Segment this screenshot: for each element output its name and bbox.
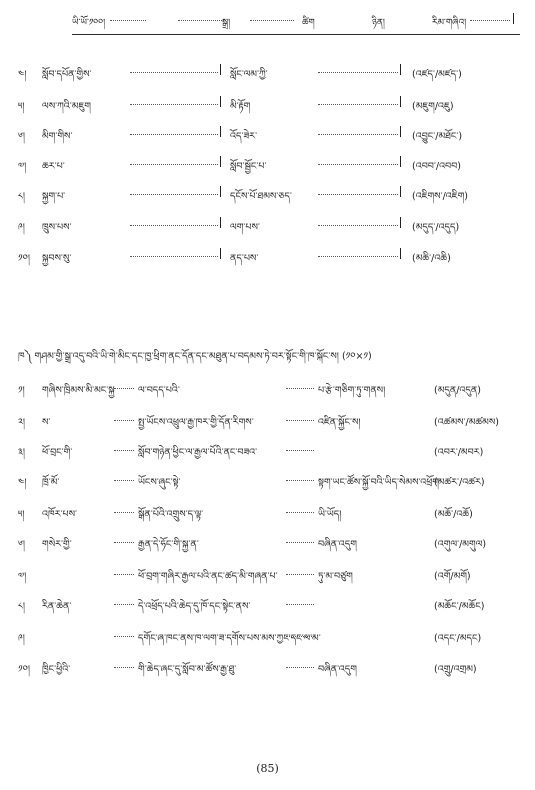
blank-line <box>114 450 134 451</box>
blank-line <box>318 72 398 73</box>
answer-options: (འབྱུང་/མཐོང་) <box>412 131 463 142</box>
answer-options: (འཛད་/མཛད་) <box>412 69 462 80</box>
header-col-3: ཚིག <box>302 18 315 28</box>
blank-line <box>130 256 218 257</box>
header-col-1: ཡི་ཡོ་༡༠༠། <box>72 18 106 28</box>
blank-line <box>114 574 134 575</box>
item-number: ༦། <box>18 131 26 142</box>
page-number: (85) <box>256 762 279 775</box>
blank-line <box>130 194 218 195</box>
header-dots <box>178 20 226 21</box>
prompt-word: ནད་པས་ <box>230 253 259 264</box>
sentence-middle: ཕོ་བྲག་གཞིར་རྒྱལ་པའི་ནང་ཚད་མི་གཞན་པ་ <box>138 571 278 582</box>
section-title: ཁ༽ གཤམ་གྱི་སྒྲ་འདུ་བའི་ཡི་གེ་མིང་དང་ཁྱ་ཕྲིག་ནང་དོན་དང་མཐུན་པ་བདམས་ཏེ་བར་སྟོང་གི་ཁ་སྐོང་ས། (༡༠×༡) <box>18 351 372 362</box>
exercise-row <box>18 244 518 264</box>
prompt-word: མི་རྟོག <box>230 101 251 112</box>
exercise-row <box>18 500 518 520</box>
divider-bar <box>400 126 401 137</box>
divider-bar <box>220 156 221 167</box>
blank-line <box>114 636 134 637</box>
blank-line <box>286 667 314 668</box>
exercise-row <box>18 60 518 80</box>
prompt-word: དངོས་པོ་ཐམས་ཅད་ <box>230 191 292 202</box>
prompt-word: གཞིས་ཁྲིམས་མི་མང་སྐྱ <box>42 385 115 396</box>
divider-bar <box>220 186 221 197</box>
sentence-end: ཡི་ཡོད། <box>318 509 342 520</box>
blank-line <box>114 667 134 668</box>
blank-line <box>114 512 134 513</box>
sentence-middle: དེ་འཕྲོད་པའི་ཆེད་དུ་ཁོ་དང་སྟེང་ནས་ <box>138 601 251 612</box>
blank-line <box>130 225 218 226</box>
header-dots <box>470 20 510 21</box>
divider-bar <box>220 64 221 75</box>
blank-line <box>114 604 134 605</box>
header-col-4: ཉིན། <box>372 18 385 28</box>
item-number: ༨། <box>18 601 25 612</box>
item-number: ༤། <box>18 477 27 488</box>
item-number: ༢། <box>18 417 26 428</box>
item-number: ༤། <box>18 69 27 80</box>
sentence-middle: ལ་བདད་པའི་ <box>138 385 180 396</box>
answer-options: (འགུལ་/མགུལ) <box>434 539 487 550</box>
exercise-row <box>18 655 518 675</box>
prompt-word: འོད་ཟེར་ <box>230 131 258 142</box>
item-number: ༥། <box>18 509 25 520</box>
sentence-end: ཏུ་མ་བཙུག <box>318 571 353 582</box>
divider-bar <box>400 64 401 75</box>
prompt-word: གསེར་གྱི་ <box>42 539 72 550</box>
item-number: ༡༠། <box>18 253 30 264</box>
prompt-word: ལས་ཀའི་མཇུག <box>42 101 91 112</box>
sentence-middle: སྒོན་པོའི་འགྲུས་ད་ལྟ་ <box>138 509 204 520</box>
blank-line <box>318 134 398 135</box>
answer-options: (མཇུག/འཇུ) <box>412 101 454 112</box>
answer-options: (མཚར་/འཚར) <box>434 477 485 488</box>
blank-line <box>286 512 314 513</box>
header-dots <box>110 20 146 21</box>
answer-options: (འགོ/མགོ) <box>434 571 471 582</box>
blank-line <box>318 164 398 165</box>
divider-bar <box>400 96 401 107</box>
item-number: ༡། <box>18 385 25 396</box>
blank-line <box>114 420 134 421</box>
answer-options: (མཆོ་/འཆོ) <box>434 509 473 520</box>
answer-options: (མཆི་/འཆི) <box>412 253 451 264</box>
prompt-word: སྐྱག་པ་ <box>42 191 66 202</box>
prompt-word: སློབ་དཔོན་གྱིས་ <box>42 69 92 80</box>
prompt-word: སློབ་སྦྱོང་པ་ <box>230 161 267 172</box>
header-rule <box>72 34 520 35</box>
blank-line <box>286 574 314 575</box>
blank-line <box>286 542 314 543</box>
divider-bar <box>220 248 221 259</box>
exercise-row <box>18 152 518 172</box>
item-number: ༨། <box>18 191 25 202</box>
blank-line <box>286 636 314 637</box>
blank-line <box>318 104 398 105</box>
blank-line <box>130 134 218 135</box>
sentence-middle: སྤྱ་ཡོངས་འཕྲུལ་རྒྱ་ཁར་གྱི་དོན་རིགས་ <box>138 417 254 428</box>
sentence-end: བཞིན་འདུག <box>318 539 357 550</box>
blank-line <box>286 604 314 605</box>
sentence-end: འཛིན་སྐྱོང་ས། <box>318 417 361 428</box>
answer-options: (མདུད་/འདུད) <box>412 222 460 233</box>
item-number: ༧། <box>18 571 27 582</box>
divider-bar <box>400 248 401 259</box>
item-number: ༡༠། <box>18 664 30 675</box>
page-header <box>72 8 512 30</box>
answer-options: (འདང་/མདང) <box>434 633 482 644</box>
exercise-row <box>18 182 518 202</box>
answer-options: (འབབ་/འབབ) <box>412 161 461 172</box>
sentence-middle: རྒྱན་དེ་ཧོང་གི་སྐྱ་ན་ <box>138 539 199 550</box>
blank-line <box>114 542 134 543</box>
blank-line <box>130 104 218 105</box>
blank-line <box>318 194 398 195</box>
exercise-row <box>18 438 518 458</box>
blank-line <box>286 420 314 421</box>
item-number: ༧། <box>18 161 27 172</box>
blank-line <box>130 164 218 165</box>
prompt-word: ས་ <box>42 417 51 428</box>
exercise-row <box>18 468 518 488</box>
exercise-row <box>18 562 518 582</box>
item-number: ༦། <box>18 539 26 550</box>
answer-options: (འབར་/མབར) <box>434 447 484 458</box>
blank-line <box>286 388 314 389</box>
blank-line <box>318 225 398 226</box>
prompt-word: ཁྲོ་མོ་ <box>42 477 60 488</box>
header-col-2: སྒྲ། <box>222 18 231 28</box>
exercise-row <box>18 376 518 396</box>
exercise-row <box>18 530 518 550</box>
sentence-end: སྟག་ཡང་ཚོས་སྐྱོ་བའི་ཡིད་སེམས་འཕྲོག <box>318 477 439 488</box>
answer-options: (འགྲུ/འགྲམ) <box>434 664 477 675</box>
sentence-end: བཞིན་འདུག <box>318 664 357 675</box>
answer-options: (འཇིགས་/འཇིག) <box>412 191 468 202</box>
item-number: ༣། <box>18 447 26 458</box>
divider-bar <box>220 126 221 137</box>
blank-line <box>130 72 218 73</box>
divider-bar <box>220 96 221 107</box>
exercise-row <box>18 92 518 112</box>
header-col-5: རིམ་གཞིའ། <box>432 18 467 28</box>
divider-bar <box>400 156 401 167</box>
prompt-word: ཆར་པ་ <box>42 161 65 172</box>
exercise-row <box>18 408 518 428</box>
item-number: ༥། <box>18 101 25 112</box>
exercise-row <box>18 213 518 233</box>
prompt-word: སྐྱབས་སུ་ <box>42 253 72 264</box>
sentence-middle: ཡོངས་ཞུང་སྟེ་ <box>138 477 181 488</box>
item-number: ༩། <box>18 222 25 233</box>
divider-bar <box>400 217 401 228</box>
prompt-word: འཁོར་པས་ <box>42 509 78 520</box>
prompt-word: རིན་ཆེན་ <box>42 601 72 612</box>
prompt-word: སློང་ལམ་ཀྱི་ <box>230 69 268 80</box>
item-number: ༩། <box>18 633 25 644</box>
header-dots <box>250 20 294 21</box>
prompt-word: ཁྲུས་པས་ <box>42 222 72 233</box>
blank-line <box>318 256 398 257</box>
sentence-end: པ་རྩེ་གཅིག་ཏུ་གནས། <box>318 385 386 396</box>
answer-options: (འཚམས་/མཚམས) <box>434 417 499 428</box>
sentence-middle: དགོང་ཞ་ཁང་ནས་ཁ་ལག་ཟ་དགོས་པས་མས་ཀྱང་དང་ལ་མ་ <box>138 633 321 644</box>
divider-bar <box>400 186 401 197</box>
exercise-row <box>18 624 518 644</box>
divider-bar <box>220 217 221 228</box>
exercise-row <box>18 122 518 142</box>
answer-options: (མཆོང་/མཆོང) <box>434 601 485 612</box>
exercise-row <box>18 592 518 612</box>
prompt-word: ཕོ་བྲང་གི་ <box>42 447 73 458</box>
blank-line <box>114 480 134 481</box>
sentence-middle: སློབ་གཉེན་ཕྱིང་ལ་རྒྱལ་པོའི་ནང་བཟའ་ <box>138 447 258 458</box>
header-bar <box>513 13 514 24</box>
blank-line <box>286 480 314 481</box>
sentence-middle: གི་ཆེད་ཞང་དུ་སློབ་མ་ཚོས་རྒྱ་ཐུ་ <box>138 664 237 675</box>
prompt-word: ཁྱིང་ཕྱིའི་ <box>42 664 71 675</box>
prompt-word: མིག་གིས་ <box>42 131 73 142</box>
blank-line <box>114 388 134 389</box>
answer-options: (མདུན/འདུན) <box>434 385 481 396</box>
prompt-word: ལག་པས་ <box>230 222 260 233</box>
blank-line <box>286 450 314 451</box>
